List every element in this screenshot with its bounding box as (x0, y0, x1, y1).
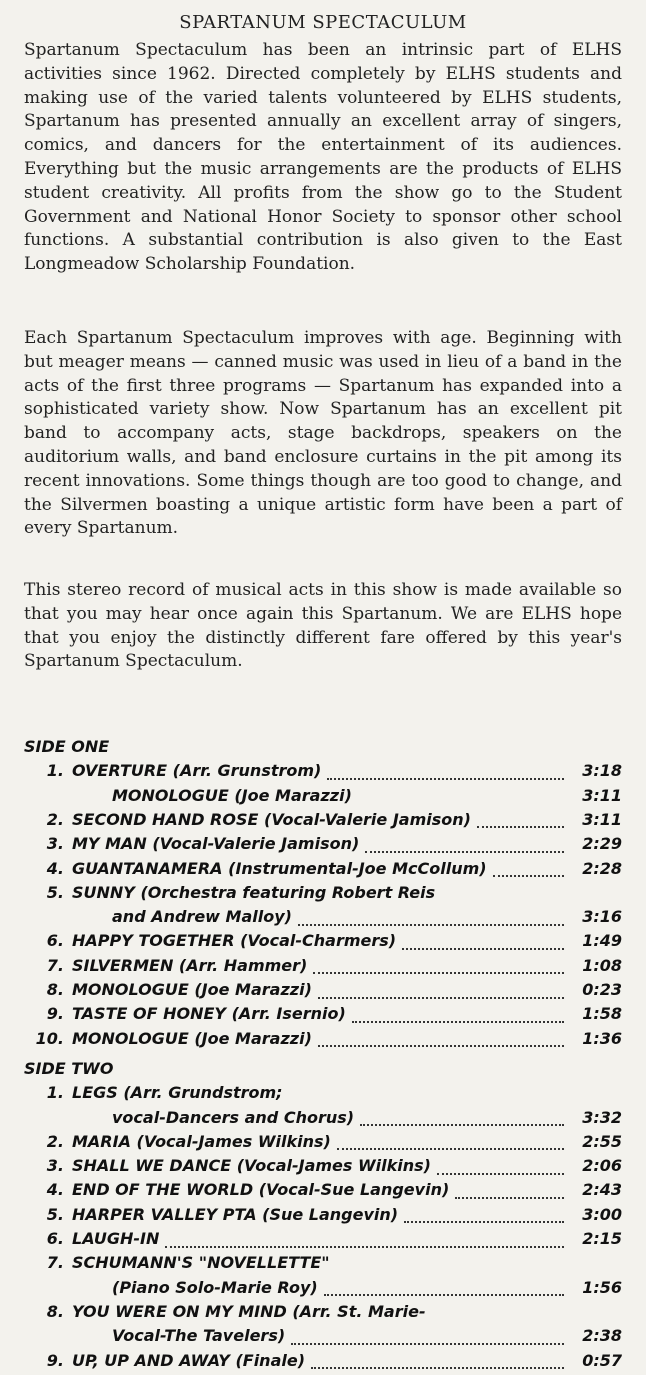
dot-leader (402, 947, 564, 950)
track-title: LAUGH-IN (72, 1229, 160, 1248)
track-row (24, 1180, 622, 1204)
track-title: and Andrew Malloy) (112, 907, 292, 927)
track-duration: 2:55 (582, 1131, 622, 1151)
track-title: MONOLOGUE (Joe Marazzi) (72, 1028, 312, 1048)
track-title: HARPER VALLEY PTA (Sue Langevin) (72, 1204, 399, 1224)
track-duration: 2:15 (582, 1229, 622, 1248)
track-number: 10. (35, 1028, 64, 1048)
track-number: 8. (46, 980, 64, 999)
dot-leader (318, 1044, 564, 1047)
dot-leader (311, 1366, 564, 1369)
dot-leader (360, 1123, 564, 1126)
track-duration: 2:38 (582, 1326, 622, 1346)
track-title: GUANTANAMERA (Instrumental-Joe McCollum) (72, 858, 487, 878)
intro-paragraph: Spartanum Spectaculum has been an intrinsic part of ELHS activities since 1962. Directed completely by ELHS students and making use of the varied talents volunteered by ELHS students, Spartanum has presented annually an excellent array of singers, comics, and dancers for the entertainment of its audiences. Everything but the music arrangements are the products of ELHS student creativity. All profits from the show go to the Student Government and National Honor Society to sponsor other school functions. A substantial contribution is also given to the East Longmeadow Scholarship Foundation. (24, 40, 622, 275)
track-number: 6. (46, 931, 64, 951)
track-number: 1. (46, 1083, 64, 1103)
track-title: HAPPY TOGETHER (Vocal-Charmers) (72, 931, 397, 951)
track-duration: 1:49 (582, 931, 622, 951)
track-title: SHALL WE DANCE (Vocal-James Wilkins) (72, 1156, 431, 1176)
track-title: END OF THE WORLD (Vocal-Sue Langevin) (72, 1180, 450, 1200)
track-title: TASTE OF HONEY (Arr. Isernio) (72, 1004, 346, 1024)
track-title: SILVERMEN (Arr. Hammer) (72, 955, 308, 975)
track-number: 4. (46, 1180, 64, 1200)
track-number: 7. (46, 1253, 64, 1273)
track-row (24, 1108, 622, 1132)
dot-leader (352, 1020, 564, 1023)
dot-leader (298, 923, 564, 926)
track-duration: 2:29 (582, 834, 622, 854)
track-number: 9. (46, 1350, 64, 1370)
track-row (24, 1205, 622, 1229)
track-number: 4. (46, 858, 64, 878)
track-number: 2. (46, 1131, 64, 1151)
dot-leader (327, 777, 564, 780)
dot-leader (493, 874, 564, 877)
side-two-heading: SIDE TWO (24, 1058, 114, 1078)
record-paragraph: This stereo record of musical acts in this show is made available so that you may hear once again this Spartanum. We are ELHS hope that you enjoy the distinctly different fare offered by this year's Spartanum Spectaculum. (24, 580, 622, 672)
track-number: 1. (46, 761, 64, 781)
track-row (24, 1004, 622, 1028)
track-title: MY MAN (Vocal-Valerie Jamison) (72, 834, 360, 854)
track-row (24, 1229, 622, 1253)
track-number: 6. (46, 1229, 64, 1248)
dot-leader (337, 1147, 564, 1150)
track-row (24, 1253, 622, 1277)
dot-leader (318, 996, 564, 999)
dot-leader (324, 1293, 564, 1296)
side-one-heading: SIDE ONE (24, 737, 110, 756)
history-paragraph: Each Spartanum Spectaculum improves with age. Beginning with but meager means — canned music was used in lieu of a band in the acts of the first three programs — Spartanum has expanded into a sophisticated variety show. Now Spartanum has an excellent pit band to accompany acts, stage backdrops, speakers on the auditorium walls, and band enclosure curtains in the pit among its recent innovations. Some things though are too good to change, and the Silvermen boasting a unique artistic form have been a part of every Spartanum. (24, 328, 622, 539)
track-title: LEGS (Arr. Grundstrom; (72, 1083, 283, 1103)
dot-leader (477, 825, 564, 828)
track-row (24, 786, 622, 810)
dot-leader (404, 1220, 564, 1223)
track-row (24, 1326, 622, 1350)
track-row (24, 834, 622, 858)
track-title: YOU WERE ON MY MIND (Arr. St. Marie- (72, 1301, 426, 1321)
track-duration: 1:56 (582, 1277, 622, 1297)
track-row (24, 1351, 622, 1375)
track-number: 3. (46, 1156, 64, 1176)
track-title: UP, UP AND AWAY (Finale) (72, 1350, 306, 1370)
track-duration: 1:58 (582, 1004, 622, 1024)
track-duration: 1:36 (582, 1028, 622, 1048)
track-title: Vocal-The Tavelers) (112, 1326, 286, 1346)
track-duration: 3:16 (582, 907, 622, 927)
track-duration: 0:23 (582, 980, 622, 999)
track-number: 2. (46, 809, 64, 829)
track-row (24, 1302, 622, 1326)
track-duration: 2:06 (582, 1156, 622, 1176)
track-row (24, 907, 622, 931)
track-row (24, 956, 622, 980)
track-row (24, 810, 622, 834)
track-title: (Piano Solo-Marie Roy) (112, 1277, 318, 1297)
track-duration: 2:43 (582, 1180, 622, 1200)
track-row (24, 1132, 622, 1156)
track-title: MONOLOGUE (Joe Marazzi) (72, 980, 312, 999)
track-duration: 2:28 (582, 858, 622, 878)
dot-leader (365, 850, 564, 853)
track-row (24, 980, 622, 1004)
track-row (24, 1156, 622, 1180)
track-title: vocal-Dancers and Chorus) (112, 1107, 355, 1127)
track-title: OVERTURE (Arr. Grunstrom) (72, 761, 322, 781)
page-title: SPARTANUM SPECTACULUM (179, 12, 467, 33)
track-number: 5. (46, 1204, 64, 1224)
track-row (24, 883, 622, 907)
track-row (24, 1278, 622, 1302)
track-number: 9. (46, 1004, 64, 1024)
track-duration: 3:11 (582, 785, 622, 805)
track-number: 5. (46, 882, 64, 902)
track-duration: 3:18 (582, 761, 622, 781)
track-row (24, 1083, 622, 1107)
track-title: SUNNY (Orchestra featuring Robert Reis (72, 882, 436, 902)
dot-leader (291, 1342, 564, 1345)
track-row (24, 931, 622, 955)
dot-leader (437, 1172, 564, 1175)
track-title: SCHUMANN'S "NOVELLETTE" (72, 1253, 330, 1273)
track-row (24, 859, 622, 883)
track-title: SECOND HAND ROSE (Vocal-Valerie Jamison) (72, 809, 471, 829)
track-title: MONOLOGUE (Joe Marazzi) (112, 785, 352, 805)
track-number: 8. (46, 1301, 64, 1321)
dot-leader (165, 1245, 564, 1248)
dot-leader (455, 1196, 564, 1199)
track-row (24, 761, 622, 785)
dot-leader (313, 971, 564, 974)
track-duration: 1:08 (582, 955, 622, 975)
track-duration: 0:57 (582, 1350, 622, 1370)
track-duration: 3:11 (582, 809, 622, 829)
track-title: MARIA (Vocal-James Wilkins) (72, 1131, 331, 1151)
track-row (24, 1029, 622, 1053)
track-duration: 3:00 (582, 1204, 622, 1224)
track-number: 7. (46, 955, 64, 975)
track-duration: 3:32 (582, 1107, 622, 1127)
track-number: 3. (46, 834, 64, 854)
